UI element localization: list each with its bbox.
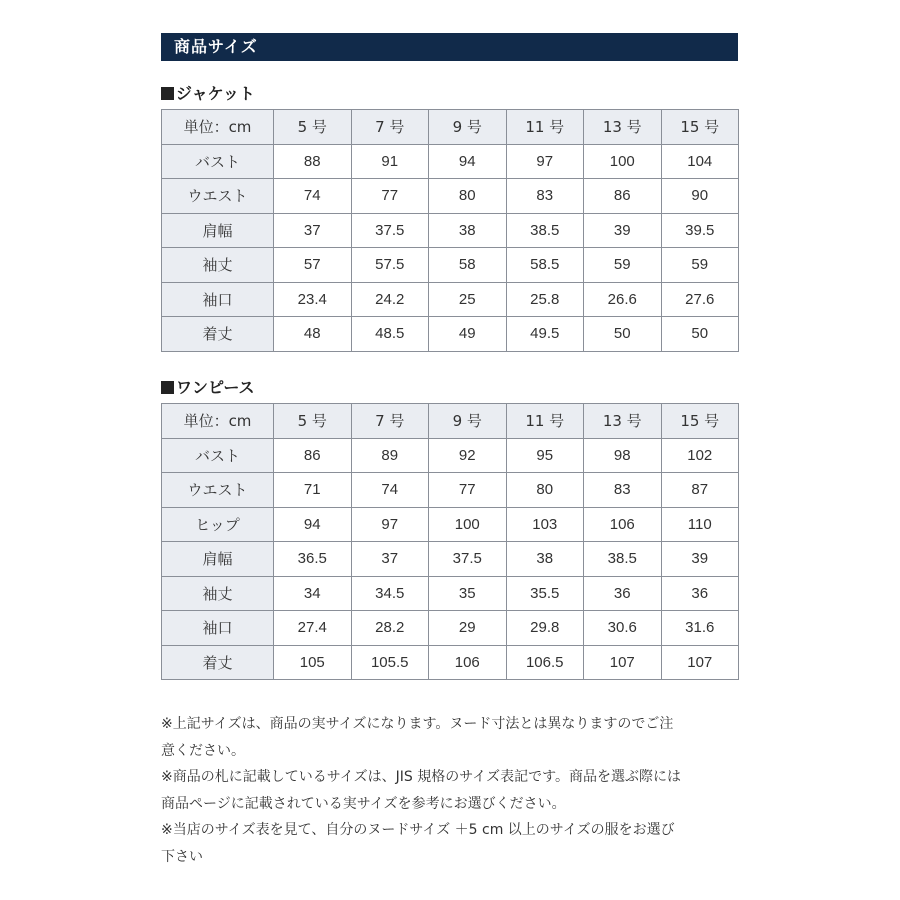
measurement-value-cell: 83: [584, 473, 662, 508]
measurement-label-cell: ヒップ: [162, 507, 274, 542]
measurement-value-cell: 49: [429, 317, 507, 352]
table-row: [162, 611, 739, 646]
measurement-value-cell: 39: [584, 213, 662, 248]
section-header-title: 商品サイズ: [174, 37, 258, 56]
measurement-value-cell: 29: [429, 611, 507, 646]
size-header-cell: 9 号: [429, 404, 507, 439]
measurement-value-cell: 105.5: [351, 645, 429, 680]
measurement-value-cell: 57.5: [351, 248, 429, 283]
measurement-label-cell: バスト: [162, 438, 274, 473]
size-header-cell: 5 号: [274, 110, 352, 145]
measurement-value-cell: 74: [274, 179, 352, 214]
size-notes: [161, 711, 761, 870]
measurement-value-cell: 26.6: [584, 282, 662, 317]
size-header-cell: 11 号: [506, 110, 584, 145]
measurement-value-cell: 57: [274, 248, 352, 283]
table-row: [162, 542, 739, 577]
measurement-value-cell: 36.5: [274, 542, 352, 577]
measurement-value-cell: 106.5: [506, 645, 584, 680]
measurement-value-cell: 39: [661, 542, 739, 577]
size-header-cell: 9 号: [429, 110, 507, 145]
size-header-cell: 15 号: [661, 404, 739, 439]
measurement-value-cell: 105: [274, 645, 352, 680]
unit-header-cell: 単位：cm: [162, 110, 274, 145]
size-header-cell: 7 号: [351, 110, 429, 145]
measurement-value-cell: 86: [274, 438, 352, 473]
measurement-value-cell: 35.5: [506, 576, 584, 611]
measurement-value-cell: 58.5: [506, 248, 584, 283]
measurement-value-cell: 27.4: [274, 611, 352, 646]
measurement-value-cell: 90: [661, 179, 739, 214]
measurement-value-cell: 106: [429, 645, 507, 680]
table-row: [162, 248, 739, 283]
measurement-value-cell: 37: [274, 213, 352, 248]
measurement-label-cell: ウエスト: [162, 473, 274, 508]
note-line: 商品ページに記載されている実サイズを参考にお選びください。: [161, 795, 566, 812]
measurement-value-cell: 28.2: [351, 611, 429, 646]
jacket-title-text: ジャケット: [176, 84, 255, 103]
table-row: [162, 282, 739, 317]
measurement-value-cell: 102: [661, 438, 739, 473]
table-row: [162, 213, 739, 248]
measurement-value-cell: 50: [584, 317, 662, 352]
measurement-value-cell: 87: [661, 473, 739, 508]
measurement-value-cell: 100: [429, 507, 507, 542]
measurement-label-cell: バスト: [162, 144, 274, 179]
measurement-value-cell: 71: [274, 473, 352, 508]
measurement-value-cell: 37.5: [351, 213, 429, 248]
dress-size-table: [161, 403, 739, 680]
measurement-value-cell: 35: [429, 576, 507, 611]
measurement-label-cell: 袖口: [162, 611, 274, 646]
table-row: [162, 473, 739, 508]
measurement-label-cell: 袖丈: [162, 248, 274, 283]
table-row: [162, 317, 739, 352]
measurement-value-cell: 38: [429, 213, 507, 248]
measurement-value-cell: 23.4: [274, 282, 352, 317]
measurement-value-cell: 24.2: [351, 282, 429, 317]
measurement-value-cell: 77: [351, 179, 429, 214]
measurement-value-cell: 59: [584, 248, 662, 283]
dress-title-text: ワンピース: [176, 378, 255, 397]
table-row: [162, 179, 739, 214]
measurement-value-cell: 74: [351, 473, 429, 508]
measurement-value-cell: 107: [584, 645, 662, 680]
measurement-value-cell: 104: [661, 144, 739, 179]
measurement-value-cell: 103: [506, 507, 584, 542]
measurement-value-cell: 59: [661, 248, 739, 283]
measurement-value-cell: 39.5: [661, 213, 739, 248]
measurement-value-cell: 88: [274, 144, 352, 179]
measurement-value-cell: 38.5: [506, 213, 584, 248]
measurement-value-cell: 34.5: [351, 576, 429, 611]
measurement-value-cell: 50: [661, 317, 739, 352]
table-row: [162, 438, 739, 473]
table-row: [162, 645, 739, 680]
measurement-value-cell: 38.5: [584, 542, 662, 577]
table-row: [162, 507, 739, 542]
measurement-value-cell: 106: [584, 507, 662, 542]
size-header-cell: 15 号: [661, 110, 739, 145]
measurement-value-cell: 48.5: [351, 317, 429, 352]
note-line: 下さい: [161, 848, 203, 865]
measurement-value-cell: 29.8: [506, 611, 584, 646]
measurement-value-cell: 36: [584, 576, 662, 611]
measurement-value-cell: 97: [506, 144, 584, 179]
table-header-row: [162, 404, 739, 439]
measurement-value-cell: 95: [506, 438, 584, 473]
measurement-value-cell: 38: [506, 542, 584, 577]
measurement-label-cell: 肩幅: [162, 542, 274, 577]
size-header-cell: 11 号: [506, 404, 584, 439]
jacket-size-table: [161, 109, 739, 352]
measurement-value-cell: 83: [506, 179, 584, 214]
measurement-label-cell: 袖丈: [162, 576, 274, 611]
measurement-value-cell: 48: [274, 317, 352, 352]
measurement-value-cell: 94: [274, 507, 352, 542]
measurement-value-cell: 27.6: [661, 282, 739, 317]
note-line: ※上記サイズは、商品の実サイズになります。ヌード寸法とは異なりますのでご注: [161, 716, 674, 732]
jacket-table-body: [162, 110, 739, 352]
measurement-value-cell: 89: [351, 438, 429, 473]
note-line: 意ください。: [161, 742, 245, 759]
measurement-value-cell: 80: [429, 179, 507, 214]
note-line: ※当店のサイズ表を見て、自分のヌードサイズ ＋5 cm 以上のサイズの服をお選び: [161, 822, 675, 838]
table-header-row: [162, 110, 739, 145]
measurement-value-cell: 86: [584, 179, 662, 214]
size-header-cell: 7 号: [351, 404, 429, 439]
measurement-value-cell: 49.5: [506, 317, 584, 352]
measurement-value-cell: 34: [274, 576, 352, 611]
square-bullet-icon: [161, 381, 174, 394]
measurement-value-cell: 91: [351, 144, 429, 179]
dress-table-body: [162, 404, 739, 680]
jacket-section-title: [161, 84, 255, 104]
square-bullet-icon: [161, 87, 174, 100]
size-header-cell: 13 号: [584, 404, 662, 439]
measurement-value-cell: 98: [584, 438, 662, 473]
measurement-value-cell: 37.5: [429, 542, 507, 577]
size-header-cell: 5 号: [274, 404, 352, 439]
measurement-value-cell: 25: [429, 282, 507, 317]
measurement-value-cell: 77: [429, 473, 507, 508]
measurement-value-cell: 37: [351, 542, 429, 577]
measurement-value-cell: 92: [429, 438, 507, 473]
measurement-label-cell: 着丈: [162, 645, 274, 680]
dress-section-title: [161, 378, 255, 398]
measurement-label-cell: 着丈: [162, 317, 274, 352]
size-header-cell: 13 号: [584, 110, 662, 145]
measurement-value-cell: 94: [429, 144, 507, 179]
measurement-value-cell: 97: [351, 507, 429, 542]
measurement-label-cell: ウエスト: [162, 179, 274, 214]
unit-header-cell: 単位：cm: [162, 404, 274, 439]
measurement-value-cell: 30.6: [584, 611, 662, 646]
table-row: [162, 144, 739, 179]
table-row: [162, 576, 739, 611]
measurement-label-cell: 袖口: [162, 282, 274, 317]
measurement-value-cell: 107: [661, 645, 739, 680]
measurement-value-cell: 58: [429, 248, 507, 283]
measurement-value-cell: 25.8: [506, 282, 584, 317]
measurement-value-cell: 36: [661, 576, 739, 611]
measurement-value-cell: 100: [584, 144, 662, 179]
measurement-value-cell: 110: [661, 507, 739, 542]
note-line: ※商品の札に記載しているサイズは、JIS 規格のサイズ表記です。商品を選ぶ際には: [161, 769, 681, 785]
measurement-value-cell: 80: [506, 473, 584, 508]
measurement-label-cell: 肩幅: [162, 213, 274, 248]
measurement-value-cell: 31.6: [661, 611, 739, 646]
section-header: [161, 33, 738, 61]
